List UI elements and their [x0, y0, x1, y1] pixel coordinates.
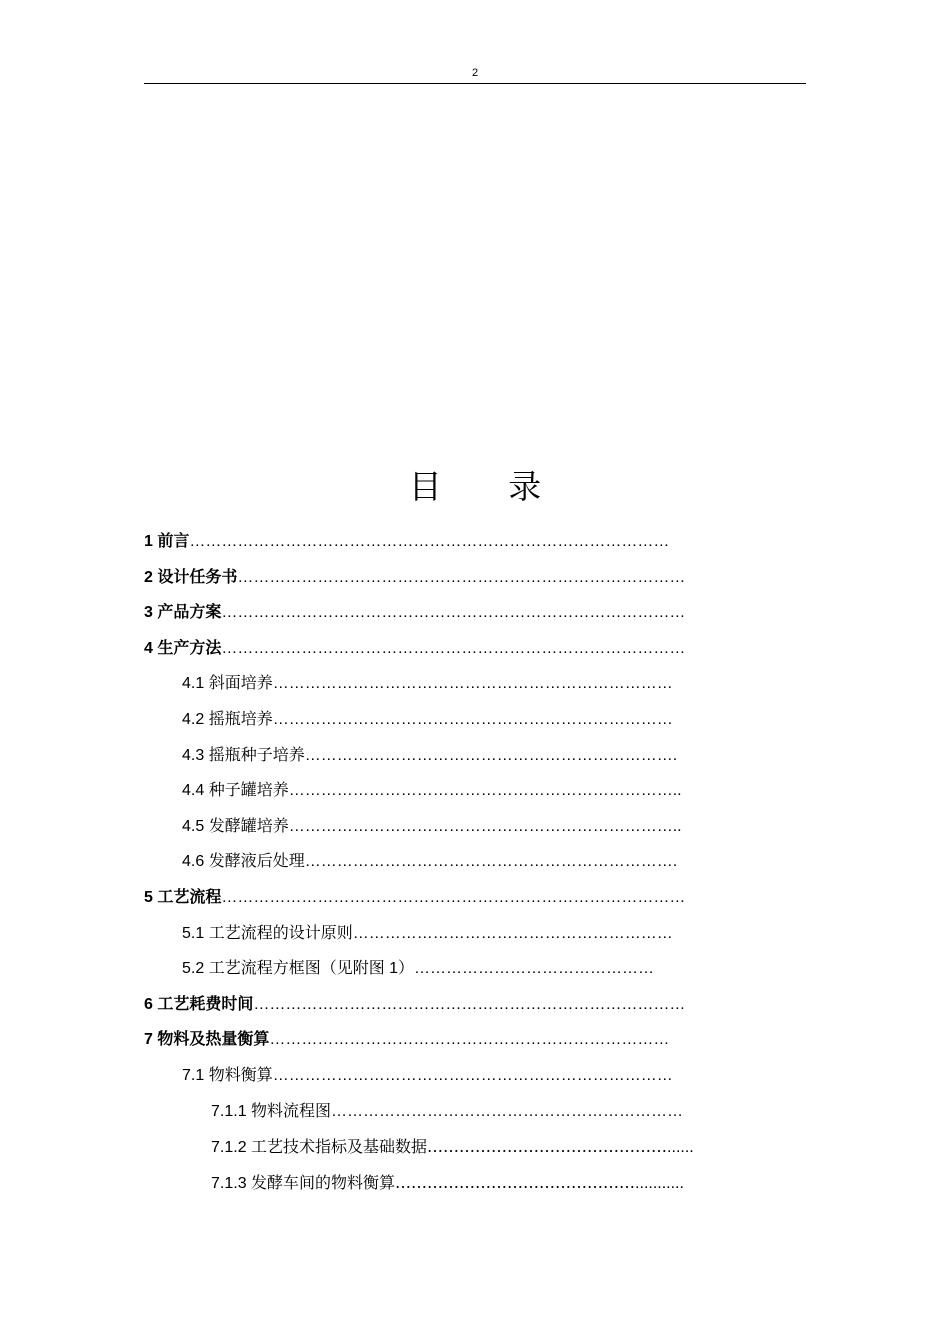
toc-dot-leader: ……………………………………………………………….. [288, 782, 682, 800]
toc-entry-2[interactable] [144, 560, 806, 596]
toc-entry-label: 4.3 摇瓶种子培养 [182, 746, 305, 764]
toc-entry-label: 4.1 斜面培养 [182, 675, 273, 693]
page-number: 2 [471, 67, 479, 79]
toc-entry-5[interactable] [144, 880, 806, 916]
toc-entry-7-1-3[interactable] [144, 1165, 806, 1201]
toc-dot-leader-tail: ........... [635, 1174, 684, 1192]
toc-entry-label: 7.1.2 工艺技术指标及基础数据 [211, 1139, 428, 1157]
toc-entry-label: 5.1 工艺流程的设计原则 [182, 924, 353, 942]
toc-entry-7-1[interactable] [144, 1058, 806, 1094]
toc-entry-7[interactable] [144, 1022, 806, 1058]
header-divider [144, 83, 806, 84]
toc-entry-5-2[interactable] [144, 951, 806, 987]
toc-dot-leader: ……………………………………………………………. [304, 853, 678, 871]
toc-entry-4-6[interactable] [144, 844, 806, 880]
toc-entry-label: 4.5 发酵罐培养 [182, 817, 289, 835]
toc-entry-label: 1 前言 [144, 533, 190, 550]
toc-dot-leader: ………………………………………………………………… [272, 1066, 673, 1084]
toc-dot-leader-tail: ...... [667, 1139, 694, 1157]
toc-entry-label: 7.1 物料衡算 [182, 1066, 273, 1084]
toc-entry-label: 6 工艺耗费时间 [144, 995, 254, 1013]
toc-dot-leader: …………………………………………………………………………… [221, 888, 686, 906]
toc-title: 目 录 [408, 467, 570, 506]
toc-entry-label: 7.1.3 发酵车间的物料衡算 [211, 1174, 396, 1192]
toc-dot-leader: ……………………………………… [414, 960, 655, 978]
toc-entry-4-2[interactable] [144, 702, 806, 738]
toc-entry-4-5[interactable] [144, 809, 806, 845]
toc-entry-label: 7 物料及热量衡算 [144, 1031, 270, 1049]
toc-entry-label: 5.2 工艺流程方框图（见附图 1） [182, 960, 415, 978]
toc-dot-leader: …………………………………………………………………………… [221, 639, 686, 657]
toc-dot-leader: ……………………………………………………………………………… [189, 533, 670, 550]
toc-entry-label: 4 生产方法 [144, 639, 222, 657]
toc-dot-leader: ……………………………………………………………. [304, 746, 678, 764]
toc-entry-4-4[interactable] [144, 773, 806, 809]
toc-dot-leader: ………………………………………………………………… [272, 675, 673, 693]
toc-dot-leader: …………………………………………………… [352, 924, 673, 942]
toc-entry-label: 2 设计任务书 [144, 568, 238, 586]
table-of-contents [144, 524, 806, 1200]
toc-dot-leader: ……………………………………… [395, 1172, 636, 1192]
toc-entry-4[interactable] [144, 631, 806, 667]
toc-entry-6[interactable] [144, 987, 806, 1023]
toc-entry-label: 5 工艺流程 [144, 888, 222, 906]
toc-entry-label: 4.6 发酵液后处理 [182, 853, 305, 871]
toc-entry-5-1[interactable] [144, 916, 806, 952]
toc-dot-leader: ………………………………………………………………… [269, 1031, 670, 1049]
toc-entry-7-1-2[interactable] [144, 1129, 806, 1165]
toc-entry-1[interactable] [144, 524, 806, 560]
toc-entry-4-3[interactable] [144, 738, 806, 774]
toc-dot-leader: ……………………………………… [427, 1137, 668, 1157]
toc-entry-4-1[interactable] [144, 666, 806, 702]
toc-entry-label: 7.1.1 物料流程图 [211, 1102, 332, 1120]
toc-entry-7-1-1[interactable] [144, 1094, 806, 1130]
toc-dot-leader: ………………………………………………………………… [272, 710, 673, 728]
toc-dot-leader: …………………………………………………………………………… [221, 604, 686, 622]
toc-entry-label: 4.2 摇瓶培养 [182, 710, 273, 728]
toc-entry-label: 3 产品方案 [144, 604, 222, 622]
toc-entry-label: 4.4 种子罐培养 [182, 782, 289, 800]
toc-entry-3[interactable] [144, 595, 806, 631]
toc-dot-leader: ………………………………………………………… [331, 1102, 684, 1120]
toc-dot-leader: ……………………………………………………………………… [253, 995, 686, 1013]
toc-dot-leader: ……………………………………………………………….. [288, 817, 682, 835]
toc-dot-leader: ………………………………………………………………………… [237, 568, 686, 586]
